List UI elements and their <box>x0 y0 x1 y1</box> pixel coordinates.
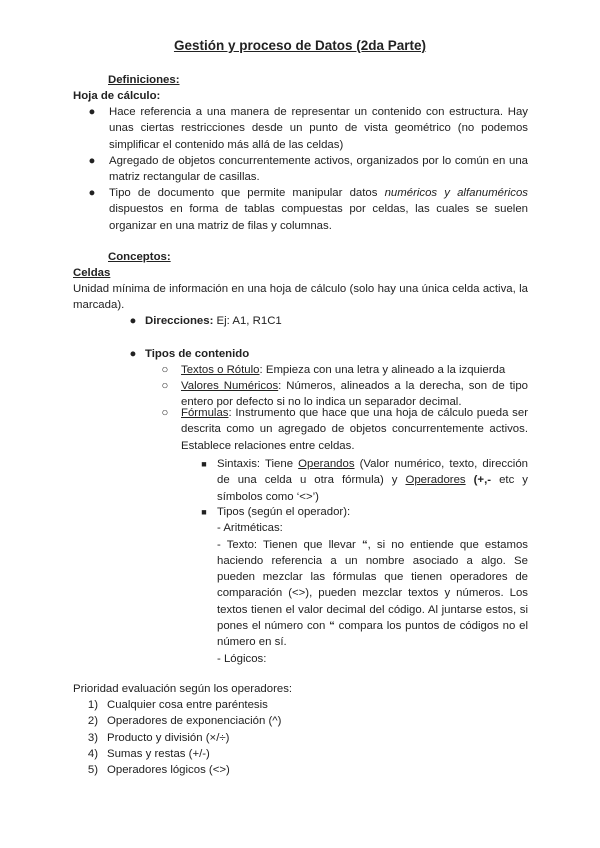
list-item: 4) Sumas y restas (+/-) <box>87 747 210 760</box>
texto-paragraph: - Texto: Tienen que llevar “, si no entiende que estamos haciendo referencia a un nombre asociado a algo. Se pueden mezclar las fórmulas que tienen operadores de comparación (<>), pueden mezclar textos y números. Los textos tienen el valor decimal del código. Al juntarse estos, si pones el número con “ compara los puntos de códigos no el número en sí. <box>217 538 528 649</box>
tipos-operador-item <box>217 504 528 667</box>
logicos-line: - Lógicos: <box>217 652 267 665</box>
definicion-item-3: Tipo de documento que permite manipular datos numéricos y alfanuméricos dispuestos en forma de tablas compuestas por celdas, las cuales se suelen organizar en una matriz de filas y columnas. <box>109 187 528 232</box>
definicion-item-1: Hace referencia a una manera de representar un contenido con estructura. Hay unas ciertas restricciones desde un punto de vista geométrico (no podemos simplificar el contenido más allá de las celdas) <box>109 106 528 151</box>
square-bullet-icon: ■ <box>201 507 207 517</box>
tipos-operador-title: Tipos (según el operador): <box>217 506 351 518</box>
tipos-contenido-label: Tipos de contenido <box>145 348 250 360</box>
list-item: 3) Producto y división (×/÷) <box>87 731 230 744</box>
list-item: 1) Cualquier cosa entre paréntesis <box>87 699 268 711</box>
circle-bullet-icon: ○ <box>161 380 169 392</box>
aritmeticas-line: - Aritméticas: <box>217 522 283 535</box>
definiciones-heading: Definiciones: <box>108 74 180 86</box>
bullet-icon: ● <box>129 315 137 327</box>
textos-item: Textos o Rótulo: Empieza con una letra y alineado a la izquierda <box>181 364 506 376</box>
conceptos-heading: Conceptos: <box>108 251 171 263</box>
celdas-heading: Celdas <box>73 267 111 279</box>
direcciones-item: Direcciones: Ej: A1, R1C1 <box>145 315 282 327</box>
list-item: 2) Operadores de exponenciación (^) <box>87 715 282 728</box>
valores-item: Valores Numéricos: Números, alineados a la derecha, son de tipo entero por defecto si no lo indica un separador decimal. <box>181 380 528 409</box>
bullet-icon: ● <box>129 348 137 360</box>
bullet-icon: ● <box>88 187 96 199</box>
prioridad-heading: Prioridad evaluación según los operadores: <box>73 683 293 695</box>
square-bullet-icon: ■ <box>201 459 207 469</box>
bullet-icon: ● <box>88 155 96 167</box>
definicion-item-2: Agregado de objetos concurrentemente activos, organizados por lo común en una matriz rectangular de casillas. <box>109 155 528 184</box>
prioridad-list <box>73 697 281 778</box>
hoja-de-calculo-term: Hoja de cálculo: <box>73 90 161 102</box>
definicion-item-3-emphasis: numéricos y alfanuméricos <box>384 187 528 199</box>
bullet-icon: ● <box>88 106 96 118</box>
page-title: Gestión y proceso de Datos (2da Parte) <box>173 38 427 53</box>
list-item: 5) Operadores lógicos (<>) <box>87 764 230 777</box>
formulas-item: Fórmulas: Instrumento que hace que una hoja de cálculo pueda ser descrita como un agregado de objetos concurrentemente activos. Establece relaciones entre celdas. <box>181 407 528 452</box>
circle-bullet-icon: ○ <box>161 364 169 376</box>
sintaxis-item: Sintaxis: Tiene Operandos (Valor numérico, texto, dirección de una celda u otra fórmula) y Operadores (+,- etc y símbolos como ‘<>’) <box>217 458 528 503</box>
celdas-definition: Unidad mínima de información en una hoja de cálculo (solo hay una única celda activa, la marcada). <box>73 283 528 312</box>
circle-bullet-icon: ○ <box>161 407 169 419</box>
